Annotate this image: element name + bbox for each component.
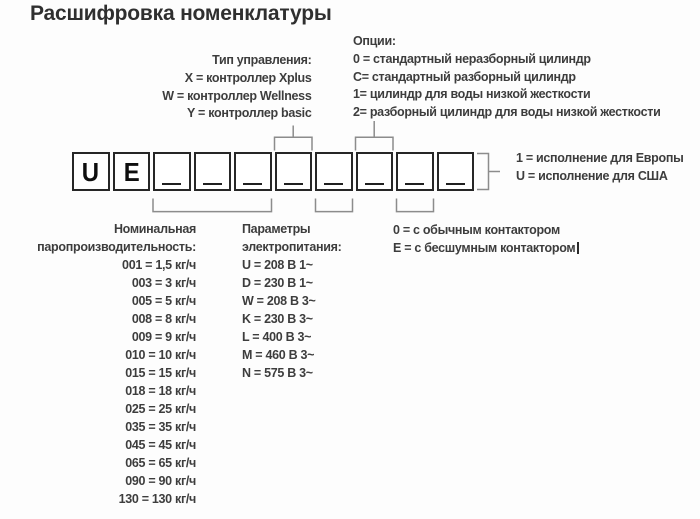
power-item: L = 400 В 3~ xyxy=(242,330,312,344)
capacity-item: 065 = 65 кг/ч xyxy=(125,456,196,470)
contactor-item: E = с бесшумным контактором xyxy=(393,239,579,257)
code-letter: E xyxy=(123,156,140,187)
capacity-item: 009 = 9 кг/ч xyxy=(131,330,196,344)
code-boxes-row xyxy=(72,152,474,191)
options-header: Опции: xyxy=(353,34,396,48)
region-item: 1 = исполнение для Европы xyxy=(516,151,684,165)
capacity-item: 035 = 35 кг/ч xyxy=(125,420,196,434)
blank-underscore xyxy=(324,183,343,186)
code-box-blank xyxy=(437,152,475,191)
control-type-item: Y = контроллер basic xyxy=(187,106,312,121)
blank-underscore xyxy=(162,183,181,186)
blank-underscore xyxy=(446,183,465,186)
power-item: W = 208 В 3~ xyxy=(242,294,316,308)
options-bracket xyxy=(356,137,394,150)
control-type-item: W = контроллер Wellness xyxy=(162,88,312,103)
capacity-item: 008 = 8 кг/ч xyxy=(131,312,196,326)
capacity-header-line2: паропроизводительность: xyxy=(37,240,196,254)
power-item: N = 575 В 3~ xyxy=(242,366,313,380)
contactor-item: 0 = с обычным контактором xyxy=(393,223,560,237)
capacity-header-line1: Номинальная xyxy=(113,222,196,236)
capacity-item: 010 = 10 кг/ч xyxy=(125,348,196,362)
power-item: D = 230 В 1~ xyxy=(242,276,313,290)
capacity-item: 015 = 15 кг/ч xyxy=(125,366,196,380)
code-box-blank xyxy=(356,152,394,191)
control-type-legend xyxy=(162,52,311,123)
contactor-bracket xyxy=(397,199,434,212)
code-box-blank xyxy=(234,152,272,191)
control-type-header: Тип управления: xyxy=(212,53,312,67)
capacity-item: 130 = 130 кг/ч xyxy=(118,492,196,506)
power-header-line2: электропитания: xyxy=(242,240,342,254)
blank-underscore xyxy=(365,183,384,186)
power-bracket xyxy=(316,199,353,212)
capacity-legend xyxy=(37,220,196,508)
capacity-item: 090 = 90 кг/ч xyxy=(125,474,196,488)
options-item: C= стандартный разборный цилиндр xyxy=(353,69,576,84)
region-bracket xyxy=(477,154,489,190)
code-letter: U xyxy=(82,156,100,187)
control-type-item: X = контроллер Xplus xyxy=(184,70,312,85)
capacity-item: 018 = 18 кг/ч xyxy=(125,384,196,398)
text-cursor xyxy=(577,242,579,254)
power-item: M = 460 В 3~ xyxy=(242,348,315,362)
power-item: K = 230 В 3~ xyxy=(242,312,313,326)
blank-underscore xyxy=(203,183,222,186)
power-legend xyxy=(242,220,341,382)
options-item: 0 = стандартный неразборный цилиндр xyxy=(353,51,591,66)
capacity-item: 045 = 45 кг/ч xyxy=(125,438,196,452)
code-box-blank xyxy=(153,152,191,191)
blank-underscore xyxy=(243,183,262,186)
options-item: 1= цилиндр для воды низкой жесткости xyxy=(353,87,591,102)
blank-underscore xyxy=(284,183,303,186)
region-legend xyxy=(516,150,683,185)
region-item: U = исполнение для США xyxy=(516,168,668,183)
page-title: Расшифровка номенклатуры xyxy=(30,2,332,25)
capacity-bracket xyxy=(153,199,272,212)
code-box-blank xyxy=(315,152,353,191)
contactor-legend xyxy=(393,221,579,257)
control-type-bracket xyxy=(275,137,313,150)
options-legend xyxy=(353,33,660,122)
power-item: U = 208 В 1~ xyxy=(242,258,313,272)
code-box-blank xyxy=(396,152,434,191)
code-box-letter xyxy=(113,152,151,191)
blank-underscore xyxy=(405,183,424,186)
capacity-item: 005 = 5 кг/ч xyxy=(131,294,196,308)
code-box-blank xyxy=(194,152,232,191)
capacity-item: 003 = 3 кг/ч xyxy=(131,276,196,290)
power-header-line1: Параметры xyxy=(242,222,311,236)
code-box-blank xyxy=(275,152,313,191)
capacity-item: 025 = 25 кг/ч xyxy=(125,402,196,416)
capacity-item: 001 = 1,5 кг/ч xyxy=(122,258,196,272)
code-box-letter xyxy=(72,152,110,191)
options-item: 2= разборный цилиндр для воды низкой жесткости xyxy=(353,105,661,120)
